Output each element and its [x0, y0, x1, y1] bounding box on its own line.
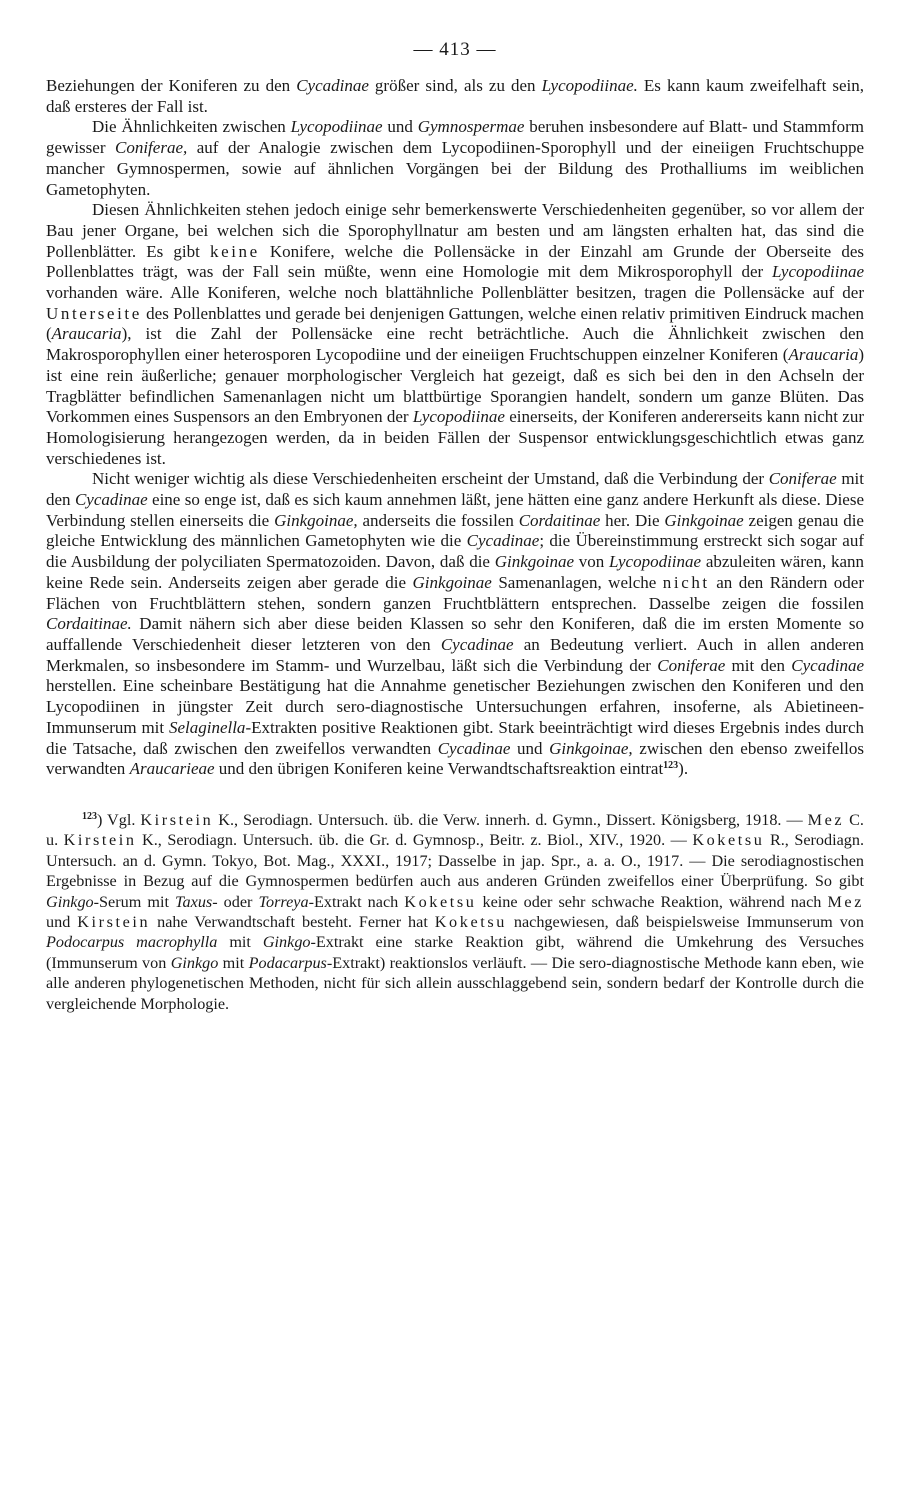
italic-term: Lycopodiinae — [290, 117, 383, 137]
text-run: und — [46, 912, 78, 931]
text-run: herstellen. Eine scheinbare Bestätigung hat die Annahme genetischer Beziehungen zwischen den Koniferen und den Lycopodiinen in jüngster Zeit durch sero-diagnostische Untersuchungen erfahren, insoferne, als Abietineen-Immunserum mit — [46, 676, 864, 737]
text-run: Samenanlagen, welche — [491, 572, 663, 592]
text-run: von — [574, 552, 610, 572]
text-run: einerseits, der Koniferen andererseits kann nicht zur Homologisierung herangezogen werden, da in beiden Fällen der Suspensor entwicklungsgeschichtlich etwas ganz verschiedenes ist. — [46, 407, 864, 468]
text-run: abzuleiten wären, kann keine Rede sein. Anderseits zeigen aber gerade die — [46, 552, 864, 592]
spaced-emphasis: Mez — [827, 892, 865, 911]
italic-term: Cycadinae — [296, 76, 369, 95]
spaced-emphasis: nicht — [662, 572, 710, 592]
text-run: K., Serodiagn. Untersuch. üb. die Gr. d. Gymnosp., Beitr. z. Biol., XIV., 1920. — — [136, 831, 693, 850]
italic-term: Ginkgoinae — [664, 510, 744, 530]
text-run: Die Ähnlichkeiten zwischen — [92, 117, 291, 137]
text-run: Nicht weniger wichtig als diese Verschiedenheiten erscheint der Umstand, daß die Verbindung der — [92, 469, 769, 489]
text-run: -Serum mit — [93, 892, 176, 911]
footnote-ref: 123 — [663, 760, 679, 772]
italic-term: Cycadinae — [791, 655, 864, 675]
italic-term: Lycopodiinae — [771, 262, 864, 282]
body-text — [46, 76, 864, 780]
text-run: anderseits die fossilen — [357, 510, 519, 530]
spaced-emphasis: Mez — [807, 810, 845, 829]
text-run: nahe Verwandtschaft besteht. Ferner hat — [150, 912, 435, 931]
text-run: an Bedeutung verliert. Auch in allen anderen Merkmalen, so insbesondere im Stamm- und Wurzelbau, läßt sich die Verbindung der — [46, 634, 864, 675]
italic-term: Ginkgoinae, — [274, 510, 358, 530]
spaced-emphasis: Unterseite — [46, 303, 142, 323]
italic-term: Araucarieae — [129, 759, 215, 779]
text-run: ) Vgl. — [97, 810, 141, 829]
text-run: mit den — [46, 469, 864, 510]
text-run: Diesen Ähnlichkeiten stehen jedoch einige sehr bemerkenswerte Verschiedenheiten gegenüber, so vor allem der Bau jener Organe, bei welchen sich die Sporophyllnatur am besten und am längsten erhalten hat, das sind die Pollenblätter. Es gibt — [46, 200, 864, 261]
text-run: beruhen insbesondere auf Blatt- und Stammform gewisser — [46, 117, 864, 158]
italic-term: Ginkgoinae — [494, 552, 575, 572]
paragraph — [46, 469, 864, 780]
italic-term: Ginkgoinae — [412, 572, 492, 592]
page — [46, 38, 864, 1014]
italic-term: Podocarpus macrophylla — [46, 933, 218, 952]
text-run: -Extrakt nach — [308, 892, 405, 911]
paragraph — [46, 200, 864, 469]
italic-term: Cycadinae — [437, 738, 511, 758]
text-run: an den Rändern oder Flächen von Fruchtblättern stehen, sondern ganzen Fruchtblättern entsprechen. Dasselbe zeigen die fossilen — [46, 572, 865, 613]
italic-term: Araucaria — [788, 345, 859, 365]
italic-term: Cycadinae — [440, 634, 514, 654]
italic-term: Coniferae, — [115, 138, 188, 158]
text-run: mit — [218, 953, 249, 972]
italic-term: Coniferae — [768, 469, 837, 489]
text-run: ) ist eine rein äußerliche; genauer morphologischer Vergleich hat gezeigt, daß es sich bei den in den Achseln der Tragblätter befindlichen Samenanlagen nicht um blattbürtige Sporangien handelt, sondern um ganze Blüten. Das Vorkommen eines Suspensors an den Embryonen der — [46, 345, 864, 427]
spaced-emphasis: keine — [209, 241, 260, 261]
italic-term: Cordaitinae. — [46, 614, 132, 634]
text-run: ), ist die Zahl der Pollensäcke eine recht beträchtliche. Auch die Ähnlichkeit zwischen den Makrosporophyllen einer heterosporen Lycopodiine und der eineiigen Fruchtschuppen einzelner Koniferen ( — [46, 324, 864, 365]
text-run: und — [510, 738, 550, 758]
italic-term: Cycadinae — [74, 490, 148, 510]
text-run: des Pollenblattes und gerade bei denjenigen Gattungen, welche einen relativ primitiven Eindruck machen ( — [46, 303, 864, 344]
text-run: C. u. — [46, 810, 864, 850]
paragraph — [46, 117, 864, 200]
text-run: auf der Analogie zwischen dem Lycopodiinen-Sporophyll und der eineiigen Fruchtschuppe mancher Gymnospermen, sowie auf ähnlichen Vorgängen bei der Bildung des Prothalliums im weiblichen Gametophyten. — [46, 138, 864, 199]
spaced-emphasis: Koketsu — [692, 831, 765, 850]
italic-term: Lycopodiinae — [609, 552, 702, 572]
footnote-ref: 123 — [82, 810, 97, 822]
text-run: ). — [678, 759, 689, 779]
italic-term: Lycopodiinae. — [541, 76, 638, 95]
text-run: mit den — [725, 655, 792, 675]
text-run: -Extrakt) reaktionslos verläuft. — Die sero-diagnostische Methode kann eben, wie alle anderen phylogenetischen Methoden, nicht für sich allein ausschlaggebend sein, sondern bedarf der Kontrolle durch die vergleichende Morphologie. — [46, 953, 864, 1013]
italic-term: Cordaitinae — [518, 510, 601, 530]
italic-term: Cycadinae — [466, 531, 540, 551]
italic-term: Ginkgo — [262, 933, 311, 952]
italic-term: Torreya — [258, 892, 309, 911]
italic-term: Coniferae — [657, 655, 726, 675]
text-run: Damit nähern sich aber diese beiden Klassen so sehr den Koniferen, daß die im ersten Momente so auffallende Verschiedenheit dieser letzteren von den — [46, 614, 864, 654]
italic-term: Ginkgoinae, — [549, 738, 633, 758]
footnote-text — [46, 810, 864, 1014]
italic-term: Podacarpus — [248, 953, 327, 972]
italic-term: Taxus — [175, 892, 213, 911]
spaced-emphasis: Kirstein — [63, 831, 137, 850]
italic-term: Ginkgo — [170, 953, 219, 972]
italic-term: Araucaria — [51, 324, 122, 344]
text-run: ; die Übereinstimmung erstreckt sich sogar auf die Ausbildung der polyciliaten Spermatozoiden. Davon, daß die — [46, 531, 865, 572]
italic-term: Ginkgo — [46, 892, 94, 911]
text-run: Es kann kaum zweifelhaft sein, daß ersteres der Fall ist. — [46, 76, 864, 116]
text-run: R., Serodiagn. Untersuch. an d. Gymn. Tokyo, Bot. Mag., XXXI., 1917; Dasselbe in jap. Spr., a. a. O., 1917. — Die serodiagnostischen Ergebnisse in Bezug auf die Gymnospermen bedürfen auch aus anderen Gründen zweifellos einer Überprüfung. So gibt — [46, 831, 865, 891]
text-run: vorhanden wäre. Alle Koniferen, welche noch blattähnliche Pollenblätter besitzen, tragen die Pollensäcke auf der — [46, 283, 864, 303]
text-run: keine oder sehr schwache Reaktion, während nach — [476, 892, 828, 911]
text-run: mit — [217, 933, 263, 952]
spaced-emphasis: Kirstein — [140, 810, 214, 829]
spaced-emphasis: Koketsu — [404, 892, 477, 911]
italic-term: Lycopodiinae — [412, 407, 505, 427]
spaced-emphasis: Koketsu — [434, 912, 507, 931]
text-run: größer sind, als zu den — [368, 76, 542, 95]
footnote — [46, 810, 864, 1014]
text-run: her. Die — [600, 510, 665, 530]
text-run: Beziehungen der Koniferen zu den — [46, 76, 297, 95]
text-run: K., Serodiagn. Untersuch. üb. die Verw. innerh. d. Gymn., Dissert. Königsberg, 1918. — — [213, 810, 808, 829]
italic-term: Gymnospermae — [417, 117, 525, 137]
text-run: -Extrakten positive Reaktionen gibt. Stark beeinträchtigt wird dieses Ergebnis indes durch die Tatsache, daß zwischen den zweifellos verwandten — [46, 717, 864, 758]
text-run: Konifere, welche die Pollensäcke in der Einzahl am Grunde der Oberseite des Pollenblattes trägt, was der Fall sein müßte, wenn eine Homologie mit dem Mikrosporophyll der — [46, 241, 864, 282]
spaced-emphasis: Kirstein — [77, 912, 151, 931]
text-run: und den übrigen Koniferen keine Verwandtschaftsreaktion eintrat — [214, 759, 664, 779]
text-run: -Extrakt eine starke Reaktion gibt, während die Umkehrung des Versuches (Immunserum von — [46, 933, 864, 972]
text-run: - oder — [212, 892, 259, 911]
text-run: zeigen genau die gleiche Entwicklung des männlichen Gametophyten wie die — [46, 510, 864, 551]
text-run: nachgewiesen, daß beispielsweise Immunserum von — [506, 912, 864, 931]
text-run: eine so enge ist, daß es sich kaum annehmen läßt, jene hätten eine ganz andere Herkunft als diese. Diese Verbindung stellen einerseits die — [46, 490, 865, 530]
text-run: zwischen den ebenso zweifellos verwandten — [46, 738, 864, 779]
text-run: und — [382, 117, 418, 137]
page-number: — 413 — — [413, 39, 497, 60]
paragraph — [46, 76, 864, 117]
italic-term: Selaginella — [168, 717, 246, 737]
